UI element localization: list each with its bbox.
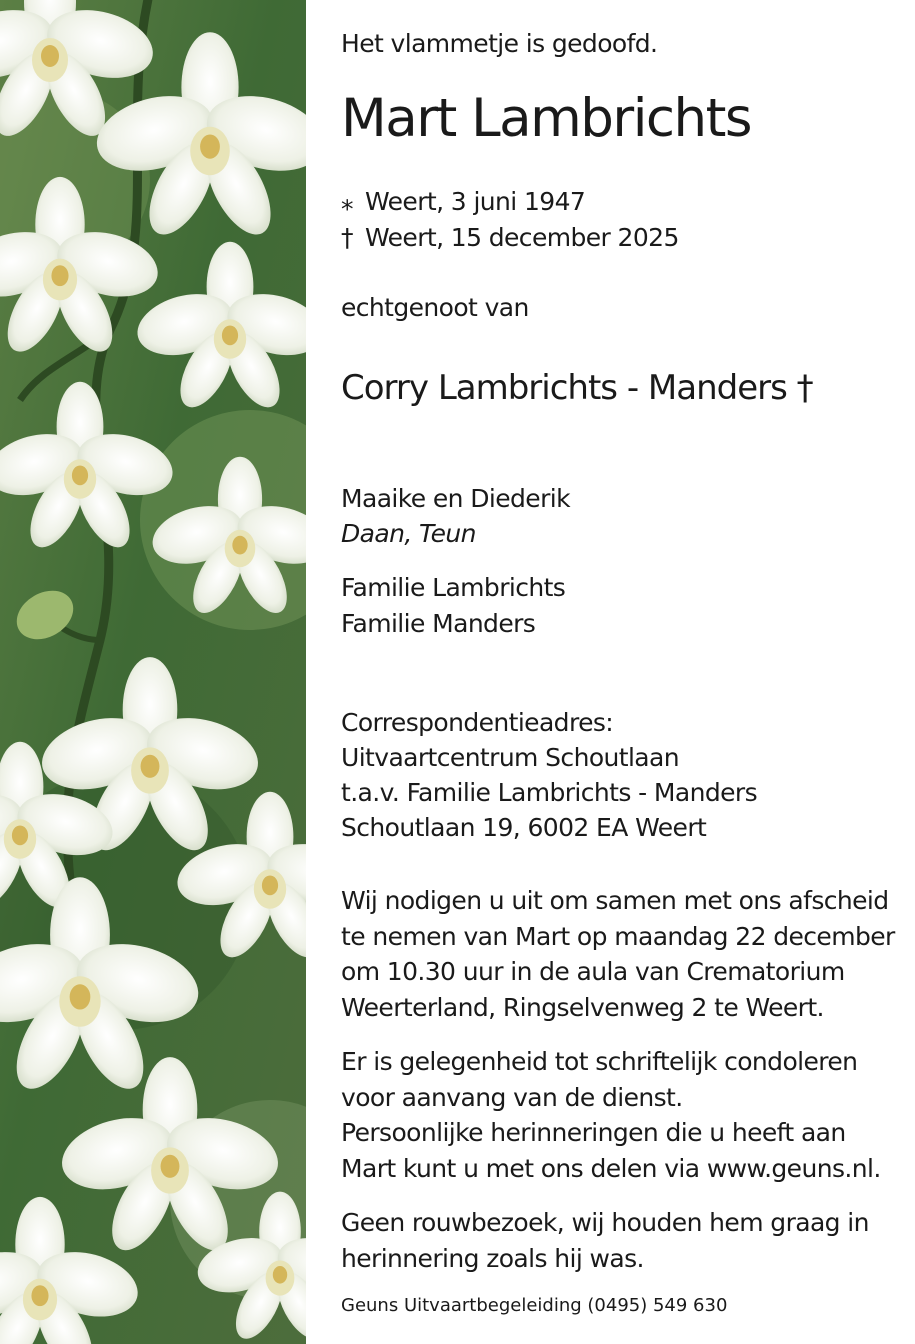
address-line: Schoutlaan 19, 6002 EA Weert (341, 813, 707, 842)
invitation-line: Weerterland, Ringselvenweg 2 te Weert. (341, 993, 824, 1022)
address-line: t.a.v. Familie Lambrichts - Manders (341, 778, 757, 807)
death-line (341, 220, 679, 256)
orchid-photo (0, 0, 306, 1344)
intro-text: Het vlammetje is gedoofd. (341, 29, 658, 58)
birth-line (341, 184, 585, 220)
invitation-line: te nemen van Mart op maandag 22 december (341, 922, 895, 951)
birth-text: Weert, 3 juni 1947 (365, 187, 586, 216)
condolence-line: voor aanvang van de dienst. (341, 1083, 683, 1112)
invitation-line: Wij nodigen u uit om samen met ons afscheid (341, 886, 889, 915)
family-line: Familie Lambrichts (341, 573, 566, 602)
family-line: Maaike en Diederik (341, 484, 570, 513)
family-line: Familie Manders (341, 609, 536, 638)
condolence-line: Persoonlijke herinneringen die u heeft aan (341, 1118, 846, 1147)
cross-icon: † (341, 223, 353, 252)
spouse-name: Corry Lambrichts - Manders † (341, 368, 813, 408)
condolence-line: Mart kunt u met ons delen via www.geuns.nl. (341, 1154, 881, 1183)
white-orchid-photo-icon (0, 0, 306, 1344)
grandchildren-line: Daan, Teun (341, 519, 476, 548)
invitation-line: om 10.30 uur in de aula van Crematorium (341, 957, 845, 986)
birth-asterisk-icon: ⁎ (341, 187, 353, 216)
deceased-name: Mart Lambrichts (341, 88, 752, 149)
address-line: Uitvaartcentrum Schoutlaan (341, 743, 679, 772)
closing-line: herinnering zoals hij was. (341, 1244, 644, 1273)
condolence-line: Er is gelegenheid tot schriftelijk condoleren (341, 1047, 858, 1076)
spouse-intro: echtgenoot van (341, 293, 529, 322)
funeral-director-footer: Geuns Uitvaartbegeleiding (0495) 549 630 (341, 1295, 728, 1316)
address-heading: Correspondentieadres: (341, 708, 614, 737)
closing-line: Geen rouwbezoek, wij houden hem graag in (341, 1208, 869, 1237)
death-text: Weert, 15 december 2025 (365, 223, 679, 252)
